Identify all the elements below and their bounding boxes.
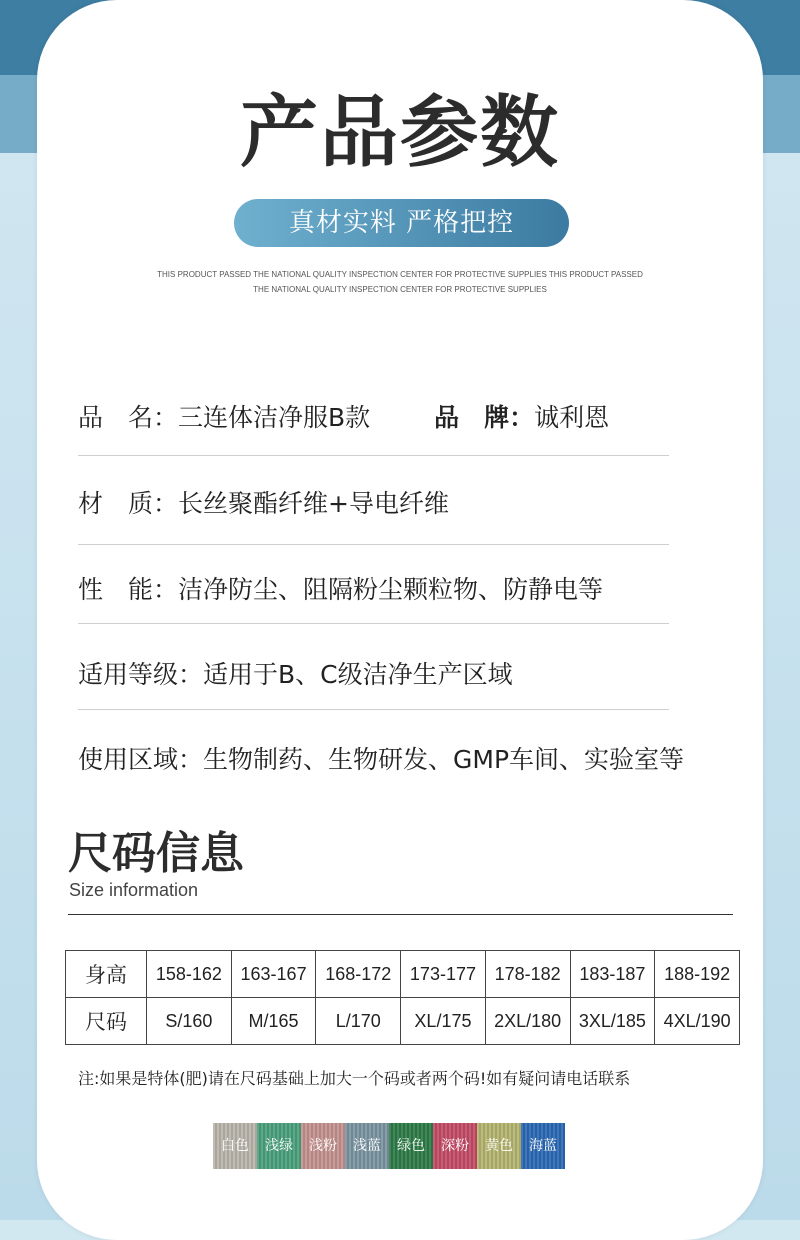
color-swatches <box>213 1123 565 1169</box>
height-cell: 173-177 <box>401 951 486 998</box>
divider-1 <box>78 455 669 456</box>
inspection-note-line-2: THE NATIONAL QUALITY INSPECTION CENTER FOR PROTECTIVE SUPPLIES <box>253 285 547 294</box>
color-swatch-yellow[interactable]: 黄色 <box>477 1123 521 1169</box>
height-cell: 163-167 <box>231 951 316 998</box>
height-cell: 188-192 <box>655 951 740 998</box>
param-grade-key: 适用等级： <box>78 660 204 689</box>
slogan-pill: 真材实料 严格把控 <box>234 199 569 247</box>
size-section-title: 尺码信息 <box>68 828 244 879</box>
size-table-size-row <box>66 998 740 1045</box>
param-material-key: 材 质： <box>78 489 179 518</box>
color-swatch-green[interactable]: 绿色 <box>389 1123 433 1169</box>
color-swatch-light-pink[interactable]: 浅粉 <box>301 1123 345 1169</box>
color-swatch-deep-pink[interactable]: 深粉 <box>433 1123 477 1169</box>
param-row-grade <box>78 655 758 691</box>
color-swatch-light-green[interactable]: 浅绿 <box>257 1123 301 1169</box>
param-name-value: 三连体洁净服B款 <box>178 403 371 432</box>
param-material-value: 长丝聚酯纤维+导电纤维 <box>178 489 449 518</box>
param-name-key: 品 名： <box>78 403 179 432</box>
size-table <box>65 950 740 1045</box>
param-row-name-brand <box>78 398 758 434</box>
size-section-underline <box>68 914 733 915</box>
param-brand-value: 诚利恩 <box>534 403 610 432</box>
param-area-value: 生物制药、生物研发、GMP车间、实验室等 <box>203 745 685 774</box>
param-performance-key: 性 能： <box>78 575 179 604</box>
param-brand-key: 品 牌： <box>434 403 535 432</box>
color-swatch-sea-blue[interactable]: 海蓝 <box>521 1123 565 1169</box>
param-row-performance <box>78 570 758 606</box>
param-performance-value: 洁净防尘、阻隔粉尘颗粒物、防静电等 <box>178 575 604 604</box>
param-grade-value: 适用于B、C级洁净生产区域 <box>203 660 513 689</box>
param-row-area <box>78 740 758 776</box>
size-cell: XL/175 <box>401 998 486 1045</box>
divider-4 <box>78 709 669 710</box>
size-label-cell: 尺码 <box>66 998 147 1045</box>
inspection-note <box>150 267 650 297</box>
size-cell: S/160 <box>147 998 232 1045</box>
color-swatch-white[interactable]: 白色 <box>213 1123 257 1169</box>
param-row-material <box>78 484 758 520</box>
size-cell: 3XL/185 <box>570 998 655 1045</box>
height-cell: 168-172 <box>316 951 401 998</box>
size-cell: M/165 <box>231 998 316 1045</box>
size-cell: 4XL/190 <box>655 998 740 1045</box>
size-section-subtitle: Size information <box>69 880 199 900</box>
color-swatch-light-blue[interactable]: 浅蓝 <box>345 1123 389 1169</box>
size-table-height-row <box>66 951 740 998</box>
divider-2 <box>78 544 669 545</box>
content-card <box>37 0 763 1240</box>
page-title: 产品参数 <box>239 88 560 178</box>
height-cell: 183-187 <box>570 951 655 998</box>
height-cell: 178-182 <box>485 951 570 998</box>
size-cell: 2XL/180 <box>485 998 570 1045</box>
param-area-key: 使用区域： <box>78 745 204 774</box>
size-cell: L/170 <box>316 998 401 1045</box>
height-cell: 158-162 <box>147 951 232 998</box>
height-label-cell: 身高 <box>66 951 147 998</box>
divider-3 <box>78 623 669 624</box>
size-note: 注:如果是特体(肥)请在尺码基础上加大一个码或者两个码!如有疑问请电话联系 <box>78 1069 631 1088</box>
inspection-note-line-1: THIS PRODUCT PASSED THE NATIONAL QUALITY INSPECTION CENTER FOR PROTECTIVE SUPPLIES THIS PRODUCT PASSED <box>157 270 643 279</box>
